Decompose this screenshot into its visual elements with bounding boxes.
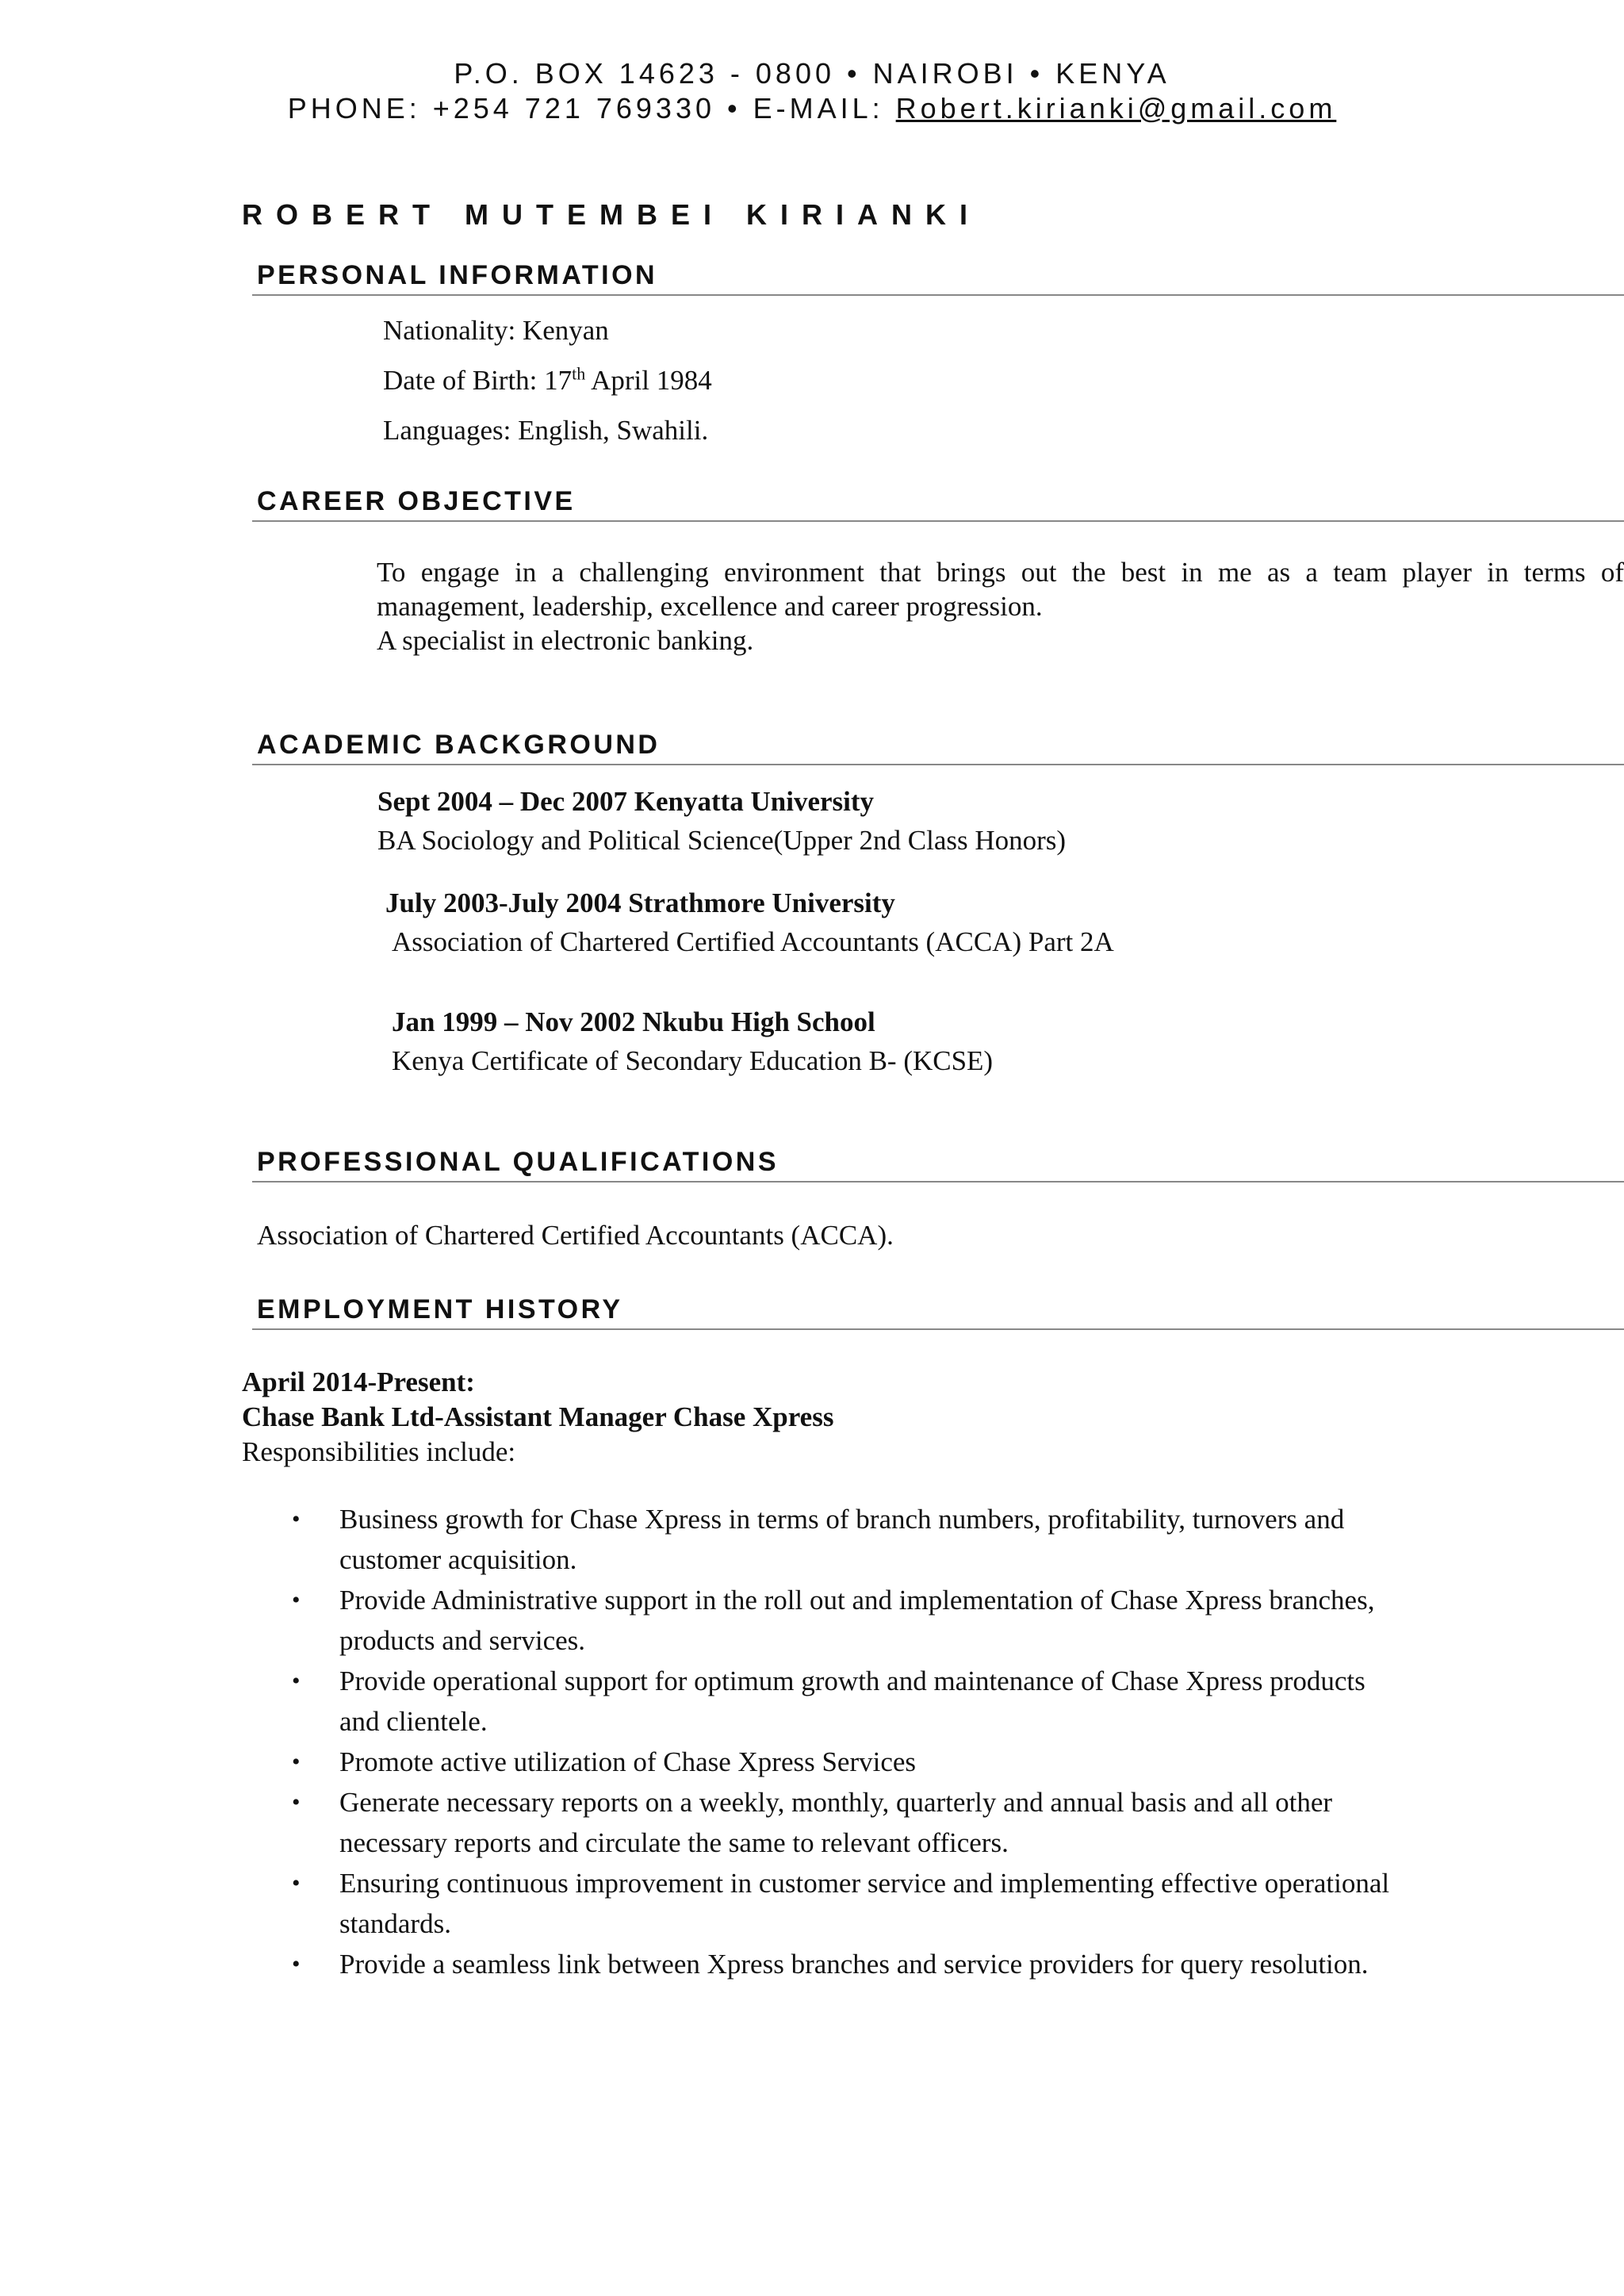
section-title-professional: PROFESSIONAL QUALIFICATIONS bbox=[257, 1147, 779, 1177]
bullet-icon: • bbox=[292, 1749, 301, 1775]
responsibilities-list bbox=[285, 1499, 1522, 1984]
academic-entry-detail: BA Sociology and Political Science(Upper 2nd Class Honors) bbox=[377, 825, 1067, 856]
email-link[interactable]: Robert.kirianki@gmail.com bbox=[895, 92, 1337, 125]
section-divider bbox=[252, 520, 1624, 522]
responsibilities-intro: Responsibilities include: bbox=[242, 1436, 516, 1467]
employment-period: April 2014-Present: bbox=[242, 1366, 475, 1397]
objective-line: A specialist in electronic banking. bbox=[377, 625, 754, 656]
contact-line bbox=[0, 92, 1624, 125]
candidate-name: ROBERT MUTEMBEI KIRIANKI bbox=[242, 198, 981, 231]
languages-text: Languages: English, Swahili. bbox=[383, 415, 709, 446]
list-item: • Generate necessary reports on a weekly, monthly, quarterly and annual basis and all other necessary reports and circulate the same to relevant officers. bbox=[285, 1782, 1522, 1863]
bullet-icon: • bbox=[292, 1789, 301, 1815]
section-title-objective: CAREER OBJECTIVE bbox=[257, 486, 576, 516]
section-divider bbox=[252, 1328, 1624, 1330]
objective-line: management, leadership, excellence and career progression. bbox=[377, 591, 1043, 622]
section-divider bbox=[252, 294, 1624, 296]
section-divider bbox=[252, 764, 1624, 765]
list-item: • Provide Administrative support in the roll out and implementation of Chase Xpress branches, products and services. bbox=[285, 1580, 1522, 1661]
section-title-personal: PERSONAL INFORMATION bbox=[257, 260, 658, 290]
academic-entry-detail: Kenya Certificate of Secondary Education B- (KCSE) bbox=[392, 1045, 994, 1076]
bullet-icon: • bbox=[292, 1506, 301, 1532]
bullet-icon: • bbox=[292, 1870, 301, 1896]
phone-text: PHONE: +254 721 769330 • E-MAIL: bbox=[287, 92, 896, 125]
date-of-birth-text: Date of Birth: 17th April 1984 bbox=[383, 363, 712, 396]
career-objective-text bbox=[377, 555, 1624, 657]
professional-qualification-text: Association of Chartered Certified Accountants (ACCA). bbox=[257, 1220, 894, 1251]
section-title-academic: ACADEMIC BACKGROUND bbox=[257, 730, 661, 760]
academic-entry-detail: Association of Chartered Certified Accountants (ACCA) Part 2A bbox=[392, 926, 1114, 957]
academic-entry-heading: July 2003-July 2004 Strathmore University bbox=[385, 887, 895, 918]
list-item: • Promote active utilization of Chase Xpress Services bbox=[285, 1742, 1522, 1782]
section-divider bbox=[252, 1181, 1624, 1182]
list-item: • Provide a seamless link between Xpress branches and service providers for query resolution. bbox=[285, 1944, 1522, 1984]
bullet-icon: • bbox=[292, 1587, 301, 1613]
list-item: • Provide operational support for optimum growth and maintenance of Chase Xpress products and clientele. bbox=[285, 1661, 1522, 1742]
academic-entry-heading: Sept 2004 – Dec 2007 Kenyatta University bbox=[377, 786, 875, 817]
address-line: P.O. BOX 14623 - 0800 • NAIROBI • KENYA bbox=[454, 57, 1170, 90]
nationality-text: Nationality: Kenyan bbox=[383, 315, 609, 346]
section-title-employment: EMPLOYMENT HISTORY bbox=[257, 1294, 623, 1324]
list-item: • Ensuring continuous improvement in customer service and implementing effective operational standards. bbox=[285, 1863, 1522, 1944]
academic-entry-heading: Jan 1999 – Nov 2002 Nkubu High School bbox=[392, 1006, 875, 1037]
objective-line: To engage in a challenging environment that brings out the best in me as a team player in terms of bbox=[377, 557, 1624, 588]
list-item: • Business growth for Chase Xpress in terms of branch numbers, profitability, turnovers and customer acquisition. bbox=[285, 1499, 1522, 1580]
bullet-icon: • bbox=[292, 1668, 301, 1694]
bullet-icon: • bbox=[292, 1951, 301, 1977]
employment-role: Chase Bank Ltd-Assistant Manager Chase Xpress bbox=[242, 1401, 834, 1432]
